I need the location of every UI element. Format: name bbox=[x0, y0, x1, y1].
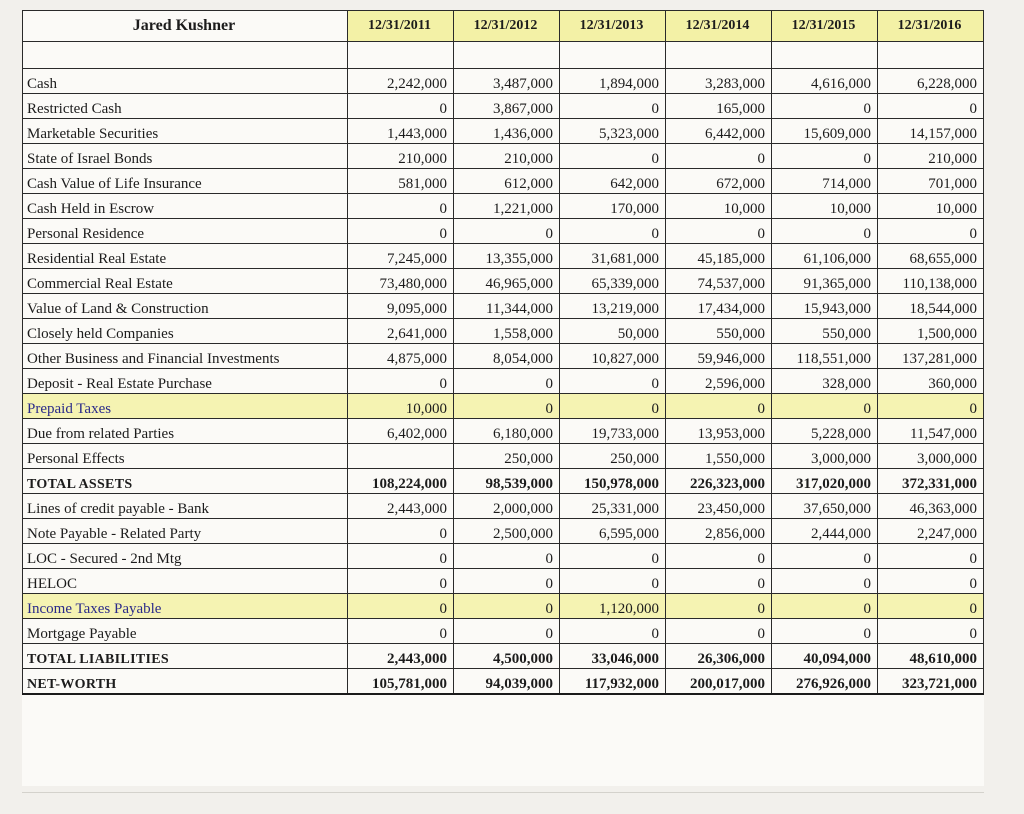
value-cell: 1,500,000 bbox=[878, 319, 984, 344]
value-cell: 5,228,000 bbox=[772, 419, 878, 444]
value-cell: 13,219,000 bbox=[560, 294, 666, 319]
row-label: LOC - Secured - 2nd Mtg bbox=[23, 544, 348, 569]
value-cell: 210,000 bbox=[348, 144, 454, 169]
table-row bbox=[23, 569, 984, 594]
column-date-2014: 12/31/2014 bbox=[666, 11, 772, 42]
row-label: Income Taxes Payable bbox=[23, 594, 348, 619]
value-cell: 1,436,000 bbox=[454, 119, 560, 144]
value-cell: 2,641,000 bbox=[348, 319, 454, 344]
value-cell: 91,365,000 bbox=[772, 269, 878, 294]
value-cell: 2,444,000 bbox=[772, 519, 878, 544]
value-cell: 323,721,000 bbox=[878, 669, 984, 695]
value-cell: 11,547,000 bbox=[878, 419, 984, 444]
value-cell: 1,558,000 bbox=[454, 319, 560, 344]
value-cell: 372,331,000 bbox=[878, 469, 984, 494]
value-cell: 0 bbox=[666, 619, 772, 644]
table-body bbox=[23, 11, 984, 695]
value-cell: 10,000 bbox=[666, 194, 772, 219]
value-cell: 1,120,000 bbox=[560, 594, 666, 619]
table-row bbox=[23, 144, 984, 169]
value-cell: 0 bbox=[348, 619, 454, 644]
value-cell: 0 bbox=[878, 94, 984, 119]
row-label: Due from related Parties bbox=[23, 419, 348, 444]
value-cell: 10,000 bbox=[878, 194, 984, 219]
table-row bbox=[23, 69, 984, 94]
value-cell: 59,946,000 bbox=[666, 344, 772, 369]
table-row bbox=[23, 169, 984, 194]
value-cell: 0 bbox=[666, 569, 772, 594]
column-date-2016: 12/31/2016 bbox=[878, 11, 984, 42]
row-label: Personal Effects bbox=[23, 444, 348, 469]
value-cell: 0 bbox=[878, 569, 984, 594]
column-date-2015: 12/31/2015 bbox=[772, 11, 878, 42]
value-cell: 4,875,000 bbox=[348, 344, 454, 369]
value-cell: 26,306,000 bbox=[666, 644, 772, 669]
value-cell: 3,487,000 bbox=[454, 69, 560, 94]
value-cell: 0 bbox=[560, 219, 666, 244]
row-label: Marketable Securities bbox=[23, 119, 348, 144]
value-cell: 6,402,000 bbox=[348, 419, 454, 444]
row-label: Lines of credit payable - Bank bbox=[23, 494, 348, 519]
spacer-cell bbox=[560, 42, 666, 69]
value-cell: 0 bbox=[772, 144, 878, 169]
row-label: TOTAL LIABILITIES bbox=[23, 644, 348, 669]
value-cell: 226,323,000 bbox=[666, 469, 772, 494]
value-cell: 0 bbox=[772, 394, 878, 419]
row-label: HELOC bbox=[23, 569, 348, 594]
table-row bbox=[23, 494, 984, 519]
value-cell: 4,500,000 bbox=[454, 644, 560, 669]
value-cell: 3,000,000 bbox=[772, 444, 878, 469]
spacer-cell bbox=[23, 42, 348, 69]
value-cell: 0 bbox=[454, 619, 560, 644]
row-label: Cash Value of Life Insurance bbox=[23, 169, 348, 194]
value-cell: 550,000 bbox=[772, 319, 878, 344]
value-cell: 74,537,000 bbox=[666, 269, 772, 294]
value-cell: 10,000 bbox=[348, 394, 454, 419]
value-cell: 0 bbox=[454, 544, 560, 569]
value-cell: 550,000 bbox=[666, 319, 772, 344]
value-cell: 50,000 bbox=[560, 319, 666, 344]
row-label: Cash Held in Escrow bbox=[23, 194, 348, 219]
spacer-cell bbox=[666, 42, 772, 69]
balance-sheet bbox=[22, 10, 984, 786]
value-cell: 0 bbox=[348, 219, 454, 244]
value-cell: 117,932,000 bbox=[560, 669, 666, 695]
table-row bbox=[23, 594, 984, 619]
column-date-2012: 12/31/2012 bbox=[454, 11, 560, 42]
table-row bbox=[23, 519, 984, 544]
value-cell: 165,000 bbox=[666, 94, 772, 119]
table-row bbox=[23, 644, 984, 669]
value-cell: 0 bbox=[666, 544, 772, 569]
page-edge-line bbox=[22, 792, 984, 793]
value-cell: 0 bbox=[878, 619, 984, 644]
value-cell: 0 bbox=[348, 194, 454, 219]
row-label: Commercial Real Estate bbox=[23, 269, 348, 294]
value-cell: 65,339,000 bbox=[560, 269, 666, 294]
value-cell: 317,020,000 bbox=[772, 469, 878, 494]
value-cell: 98,539,000 bbox=[454, 469, 560, 494]
value-cell: 0 bbox=[878, 394, 984, 419]
row-label: Deposit - Real Estate Purchase bbox=[23, 369, 348, 394]
value-cell: 73,480,000 bbox=[348, 269, 454, 294]
value-cell: 0 bbox=[348, 369, 454, 394]
value-cell: 17,434,000 bbox=[666, 294, 772, 319]
spacer-cell bbox=[454, 42, 560, 69]
value-cell: 6,442,000 bbox=[666, 119, 772, 144]
value-cell: 210,000 bbox=[878, 144, 984, 169]
value-cell: 19,733,000 bbox=[560, 419, 666, 444]
value-cell: 40,094,000 bbox=[772, 644, 878, 669]
value-cell: 714,000 bbox=[772, 169, 878, 194]
value-cell: 0 bbox=[560, 394, 666, 419]
row-label: Other Business and Financial Investments bbox=[23, 344, 348, 369]
value-cell: 2,247,000 bbox=[878, 519, 984, 544]
value-cell: 200,017,000 bbox=[666, 669, 772, 695]
value-cell: 0 bbox=[560, 369, 666, 394]
value-cell: 2,500,000 bbox=[454, 519, 560, 544]
row-label: Prepaid Taxes bbox=[23, 394, 348, 419]
value-cell: 1,550,000 bbox=[666, 444, 772, 469]
row-label: Closely held Companies bbox=[23, 319, 348, 344]
value-cell: 46,965,000 bbox=[454, 269, 560, 294]
table-row bbox=[23, 319, 984, 344]
value-cell: 11,344,000 bbox=[454, 294, 560, 319]
spacer-cell bbox=[878, 42, 984, 69]
value-cell: 581,000 bbox=[348, 169, 454, 194]
value-cell: 0 bbox=[560, 544, 666, 569]
value-cell: 0 bbox=[454, 594, 560, 619]
value-cell: 0 bbox=[666, 394, 772, 419]
net-worth-table bbox=[22, 10, 984, 695]
value-cell: 0 bbox=[454, 219, 560, 244]
value-cell: 1,221,000 bbox=[454, 194, 560, 219]
table-row bbox=[23, 94, 984, 119]
row-label: Residential Real Estate bbox=[23, 244, 348, 269]
value-cell: 15,943,000 bbox=[772, 294, 878, 319]
value-cell: 9,095,000 bbox=[348, 294, 454, 319]
value-cell: 328,000 bbox=[772, 369, 878, 394]
value-cell: 108,224,000 bbox=[348, 469, 454, 494]
value-cell: 701,000 bbox=[878, 169, 984, 194]
value-cell: 0 bbox=[772, 569, 878, 594]
value-cell: 14,157,000 bbox=[878, 119, 984, 144]
value-cell: 1,894,000 bbox=[560, 69, 666, 94]
table-row bbox=[23, 444, 984, 469]
value-cell: 7,245,000 bbox=[348, 244, 454, 269]
value-cell: 13,355,000 bbox=[454, 244, 560, 269]
value-cell: 0 bbox=[560, 94, 666, 119]
value-cell: 0 bbox=[348, 594, 454, 619]
value-cell: 0 bbox=[772, 544, 878, 569]
value-cell: 23,450,000 bbox=[666, 494, 772, 519]
value-cell: 6,228,000 bbox=[878, 69, 984, 94]
value-cell: 110,138,000 bbox=[878, 269, 984, 294]
value-cell: 3,867,000 bbox=[454, 94, 560, 119]
header-row bbox=[23, 11, 984, 42]
value-cell: 137,281,000 bbox=[878, 344, 984, 369]
value-cell: 250,000 bbox=[560, 444, 666, 469]
value-cell: 48,610,000 bbox=[878, 644, 984, 669]
value-cell: 2,242,000 bbox=[348, 69, 454, 94]
value-cell: 170,000 bbox=[560, 194, 666, 219]
value-cell: 25,331,000 bbox=[560, 494, 666, 519]
row-label: NET-WORTH bbox=[23, 669, 348, 695]
row-label: Value of Land & Construction bbox=[23, 294, 348, 319]
row-label: Restricted Cash bbox=[23, 94, 348, 119]
value-cell: 61,106,000 bbox=[772, 244, 878, 269]
value-cell: 612,000 bbox=[454, 169, 560, 194]
table-row bbox=[23, 469, 984, 494]
column-date-2013: 12/31/2013 bbox=[560, 11, 666, 42]
value-cell: 0 bbox=[560, 619, 666, 644]
value-cell: 0 bbox=[878, 544, 984, 569]
value-cell: 68,655,000 bbox=[878, 244, 984, 269]
spacer-cell bbox=[772, 42, 878, 69]
value-cell: 33,046,000 bbox=[560, 644, 666, 669]
value-cell: 210,000 bbox=[454, 144, 560, 169]
value-cell: 672,000 bbox=[666, 169, 772, 194]
value-cell: 0 bbox=[348, 569, 454, 594]
table-row bbox=[23, 369, 984, 394]
value-cell: 0 bbox=[772, 219, 878, 244]
table-row bbox=[23, 544, 984, 569]
table-row bbox=[23, 194, 984, 219]
table-row bbox=[23, 119, 984, 144]
table-title: Jared Kushner bbox=[23, 11, 348, 42]
table-row bbox=[23, 344, 984, 369]
value-cell: 0 bbox=[454, 369, 560, 394]
value-cell: 2,000,000 bbox=[454, 494, 560, 519]
value-cell: 37,650,000 bbox=[772, 494, 878, 519]
value-cell: 4,616,000 bbox=[772, 69, 878, 94]
value-cell: 0 bbox=[560, 569, 666, 594]
value-cell: 10,827,000 bbox=[560, 344, 666, 369]
value-cell: 94,039,000 bbox=[454, 669, 560, 695]
value-cell: 46,363,000 bbox=[878, 494, 984, 519]
table-row bbox=[23, 394, 984, 419]
value-cell: 276,926,000 bbox=[772, 669, 878, 695]
spacer-row bbox=[23, 42, 984, 69]
value-cell: 2,443,000 bbox=[348, 644, 454, 669]
table-row bbox=[23, 219, 984, 244]
row-label: TOTAL ASSETS bbox=[23, 469, 348, 494]
value-cell: 150,978,000 bbox=[560, 469, 666, 494]
value-cell: 0 bbox=[878, 219, 984, 244]
value-cell: 0 bbox=[772, 619, 878, 644]
value-cell: 118,551,000 bbox=[772, 344, 878, 369]
table-row bbox=[23, 269, 984, 294]
row-label: Personal Residence bbox=[23, 219, 348, 244]
value-cell: 0 bbox=[666, 594, 772, 619]
value-cell: 0 bbox=[560, 144, 666, 169]
value-cell: 18,544,000 bbox=[878, 294, 984, 319]
value-cell: 642,000 bbox=[560, 169, 666, 194]
value-cell: 0 bbox=[454, 394, 560, 419]
table-row bbox=[23, 294, 984, 319]
value-cell: 0 bbox=[348, 519, 454, 544]
value-cell: 45,185,000 bbox=[666, 244, 772, 269]
row-label: Note Payable - Related Party bbox=[23, 519, 348, 544]
value-cell: 0 bbox=[878, 594, 984, 619]
table-row bbox=[23, 244, 984, 269]
value-cell: 0 bbox=[666, 144, 772, 169]
value-cell: 0 bbox=[348, 94, 454, 119]
value-cell bbox=[348, 444, 454, 469]
value-cell: 0 bbox=[454, 569, 560, 594]
row-label: Cash bbox=[23, 69, 348, 94]
value-cell: 0 bbox=[772, 594, 878, 619]
value-cell: 0 bbox=[348, 544, 454, 569]
value-cell: 360,000 bbox=[878, 369, 984, 394]
table-row bbox=[23, 669, 984, 695]
value-cell: 250,000 bbox=[454, 444, 560, 469]
value-cell: 3,000,000 bbox=[878, 444, 984, 469]
value-cell: 13,953,000 bbox=[666, 419, 772, 444]
row-label: Mortgage Payable bbox=[23, 619, 348, 644]
value-cell: 2,443,000 bbox=[348, 494, 454, 519]
row-label: State of Israel Bonds bbox=[23, 144, 348, 169]
value-cell: 105,781,000 bbox=[348, 669, 454, 695]
value-cell: 1,443,000 bbox=[348, 119, 454, 144]
table-row bbox=[23, 419, 984, 444]
value-cell: 6,595,000 bbox=[560, 519, 666, 544]
value-cell: 15,609,000 bbox=[772, 119, 878, 144]
value-cell: 2,856,000 bbox=[666, 519, 772, 544]
value-cell: 6,180,000 bbox=[454, 419, 560, 444]
value-cell: 31,681,000 bbox=[560, 244, 666, 269]
value-cell: 8,054,000 bbox=[454, 344, 560, 369]
table-row bbox=[23, 619, 984, 644]
spacer-cell bbox=[348, 42, 454, 69]
value-cell: 3,283,000 bbox=[666, 69, 772, 94]
value-cell: 0 bbox=[666, 219, 772, 244]
value-cell: 5,323,000 bbox=[560, 119, 666, 144]
value-cell: 2,596,000 bbox=[666, 369, 772, 394]
value-cell: 0 bbox=[772, 94, 878, 119]
column-date-2011: 12/31/2011 bbox=[348, 11, 454, 42]
value-cell: 10,000 bbox=[772, 194, 878, 219]
